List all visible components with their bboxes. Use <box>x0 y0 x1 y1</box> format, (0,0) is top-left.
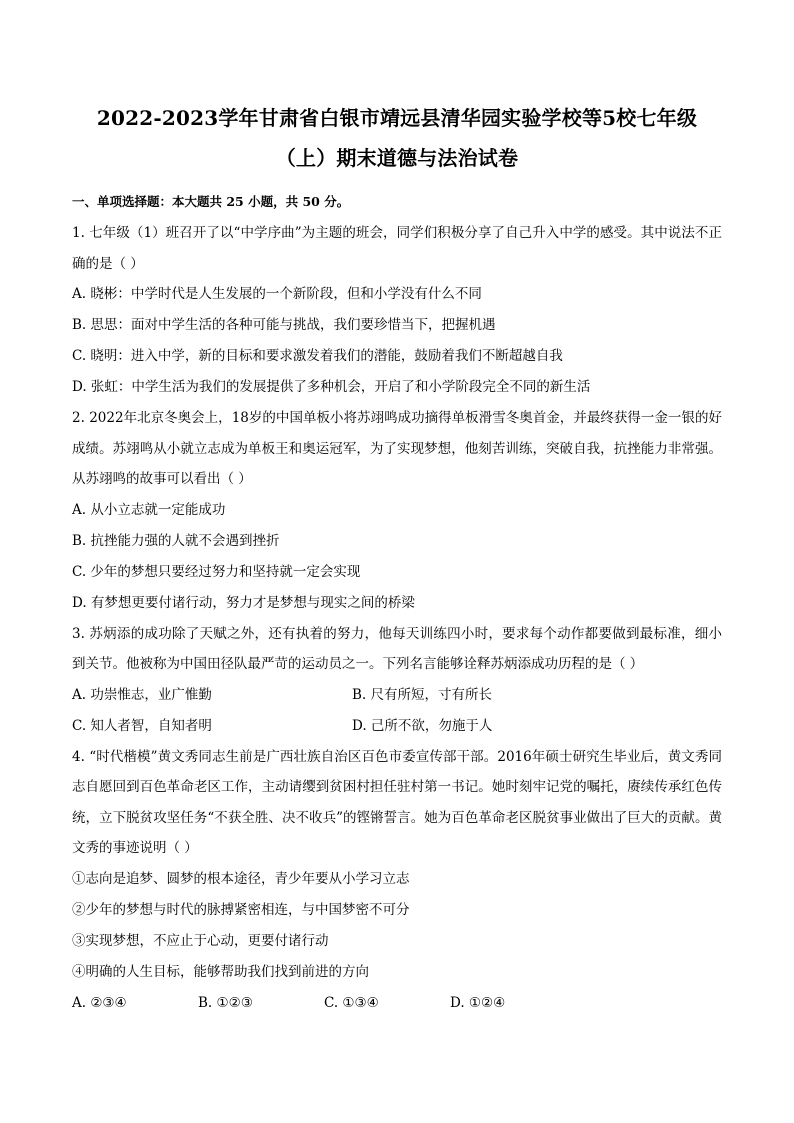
option-a: A. 从小立志就一定能成功 <box>72 501 226 518</box>
option-b: B. 思思：面对中学生活的各种可能与挑战，我们要珍惜当下，把握机遇 <box>72 317 496 333</box>
option-a: A. ②③④ <box>72 994 127 1011</box>
exam-page <box>72 92 722 1019</box>
option-row <box>72 711 722 742</box>
option-c: C. 晓明：进入中学，新的目标和要求激发着我们的潜能，鼓励着我们不断超越自我 <box>72 348 563 364</box>
option-d: D. 有梦想更要付诸行动，努力才是梦想与现实之间的桥梁 <box>72 594 415 611</box>
statement-4: ④明确的人生目标，能够帮助我们找到前进的方向 <box>72 963 369 980</box>
option-a: A. 功崇惟志，业广惟勤 <box>72 686 212 703</box>
question-stem: 2. 2022年北京冬奥会上，18岁的中国单板小将苏翊鸣成功摘得单板滑雪冬奥首金，并最终获得一金一银的好成绩。苏翊鸣从小就立志成为单板王和奥运冠军，为了实现梦想，他刻苦训练，突破自我，抗挫能力非常强。从苏翊鸣的故事可以看出（ ） <box>72 410 722 487</box>
option-row <box>72 680 722 711</box>
option-row <box>72 988 722 1019</box>
question-3 <box>72 619 722 742</box>
question-2 <box>72 403 722 619</box>
statement-2: ②少年的梦想与时代的脉搏紧密相连，与中国梦密不可分 <box>72 901 410 918</box>
option-d: D. 张虹：中学生活为我们的发展提供了多种机会，开启了和小学阶段完全不同的新生活 <box>72 379 591 395</box>
exam-title-line1: 2022-2023学年甘肃省白银市靖远县清华园实验学校等5校七年级 <box>96 106 698 130</box>
option-b: B. ①②③ <box>198 994 253 1011</box>
option-c: C. 少年的梦想只要经过努力和坚持就一定会实现 <box>72 563 361 580</box>
option-c: C. ①③④ <box>324 994 379 1011</box>
option-b: B. 抗挫能力强的人就不会遇到挫折 <box>72 532 280 549</box>
option-c: C. 知人者智，自知者明 <box>72 717 212 734</box>
option-d: D. ①②④ <box>450 994 506 1011</box>
question-stem: 3. 苏炳添的成功除了天赋之外，还有执着的努力，他每天训练四小时，要求每个动作都要做到最标准，细小到关节。他被称为中国田径队最严苛的运动员之一。下列名言能够诠释苏炳添成功历程的是（ ） <box>72 625 722 672</box>
section-heading: 一、单项选择题：本大题共 25 小题，共 50 分。 <box>72 194 350 209</box>
option-d: D. 己所不欲，勿施于人 <box>352 717 493 734</box>
option-b: B. 尺有所短，寸有所长 <box>352 686 493 703</box>
question-4 <box>72 742 722 1019</box>
question-stem: 1. 七年级（1）班召开了以“中学序曲”为主题的班会，同学们积极分享了自己升入中学的感受。其中说法不正确的是（ ） <box>72 225 722 272</box>
exam-title-line2: （上）期末道德与法治试卷 <box>275 146 519 170</box>
option-a: A. 晓彬：中学时代是人生发展的一个新阶段，但和小学没有什么不同 <box>72 286 482 302</box>
statement-3: ③实现梦想，不应止于心动，更要付诸行动 <box>72 932 329 949</box>
question-1 <box>72 218 722 403</box>
statement-1: ①志向是追梦、圆梦的根本途径，青少年要从小学习立志 <box>72 870 410 887</box>
question-stem: 4. “时代楷模”黄文秀同志生前是广西壮族自治区百色市委宣传部干部。2016年硕士研究生毕业后，黄文秀同志自愿回到百色革命老区工作，主动请缨到贫困村担任驻村第一书记。她时刻牢记党的嘱托，赓续传承红色传统，立下脱贫攻坚任务“不获全胜、决不收兵”的铿锵誓言。她为百色革命老区脱贫事业做出了巨大的贡献。黄文秀的事迹说明（ ） <box>72 748 722 856</box>
